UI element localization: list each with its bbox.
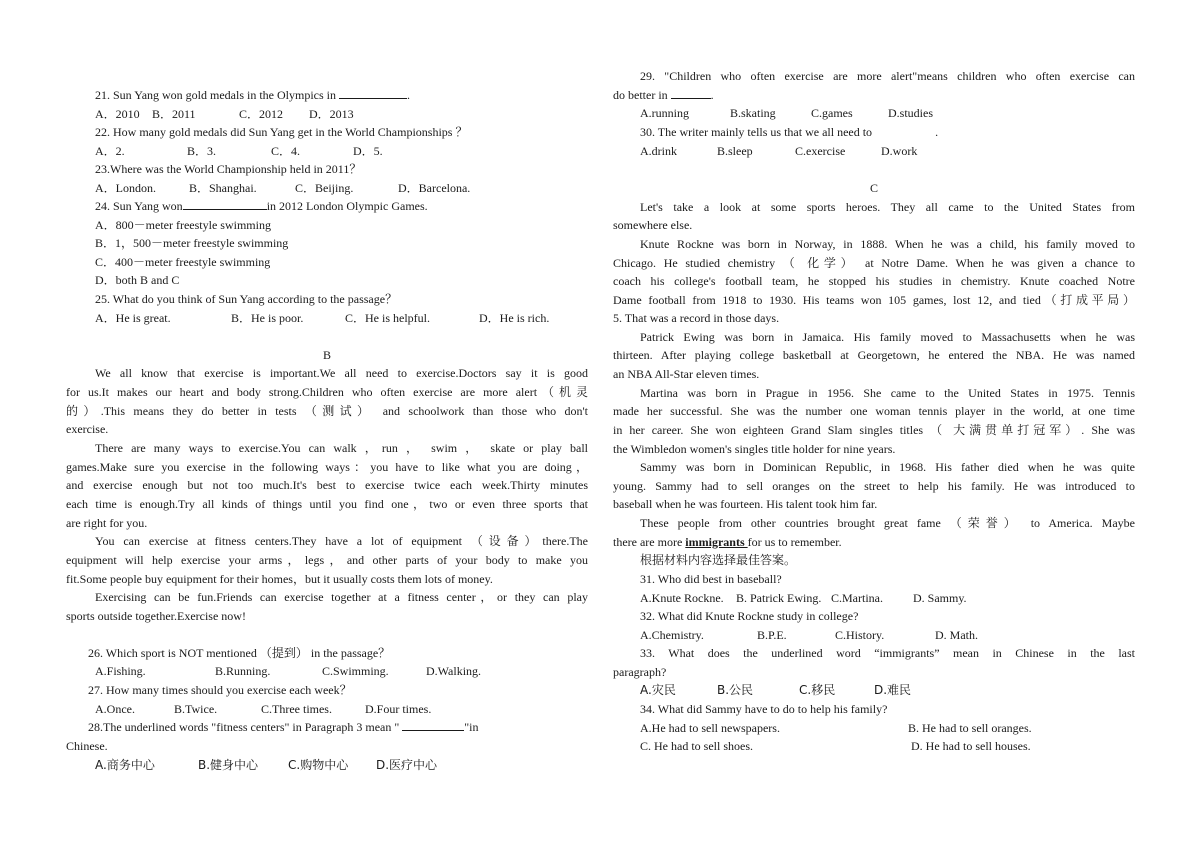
passage-b-line: games.Make sure you exercise in the following ways：you have to like what you are doing， [66,460,588,474]
option[interactable]: D. Sammy. [913,591,967,605]
option[interactable]: C.Swimming. [322,664,389,678]
option[interactable]: A.Once. [95,702,135,716]
passage-c-line: coach his college's football team, he stopped his studies in chemistry. Knute coached Notre [613,274,1135,288]
option[interactable]: A．London. [95,181,156,195]
option[interactable]: B.健身中心 [198,758,259,772]
question-22-options [66,142,588,160]
option[interactable]: D.医疗中心 [376,758,438,772]
answer-blank [671,86,711,99]
question-27: 27. How many times should you exercise each week？ [88,683,352,697]
passage-c-line: Let's take a look at some sports heroes. They all came to the United States from [640,200,1135,214]
question-23-options [66,179,588,197]
option[interactable]: B. He had to sell oranges. [908,721,1032,735]
passage-c-line: Patrick Ewing was born in Jamaica. His family moved to Massachusetts when he was [640,330,1135,344]
option[interactable]: C.购物中心 [288,758,349,772]
option[interactable]: D.work [881,144,918,158]
passage-b-line: We all know that exercise is important.We all need to exercise.Doctors say it is good [95,366,588,380]
passage-c-line: somewhere else. [613,218,693,232]
option[interactable]: B．He is poor. [231,311,304,325]
passage-c-line: an NBA All-Star eleven times. [613,367,760,381]
option[interactable]: A.Chemistry. [640,628,704,642]
question-stem: 21. Sun Yang won gold medals in the Olympics in [95,88,337,102]
question-29: 29. "Children who often exercise are more alert"means children who often exercise can [640,69,1135,83]
option[interactable]: A.He had to sell newspapers. [640,721,780,735]
option[interactable]: D.难民 [874,683,912,697]
option[interactable]: B.公民 [717,683,754,697]
option[interactable]: D．5. [353,144,383,158]
question-29-options [613,104,1135,122]
passage-c-line: baseball when he was fourteen. His talent took him far. [613,497,878,511]
passage-c-line: in her career. She won eighteen Grand Slam singles titles （ 大满贯单打冠军）. She was [613,423,1135,437]
question-34: 34. What did Sammy have to do to help his family? [640,702,888,716]
answer-blank [402,718,464,731]
passage-c-line: These people from other countries brought great fame （荣誉） to America. Maybe [640,516,1135,530]
option[interactable]: D．both B and C [95,273,180,287]
option[interactable]: B.Running. [215,664,271,678]
passage-c-line: Martina was born in Prague in 1956. She came to the United States in 1975. Tennis [640,386,1135,400]
option[interactable]: A．800－meter freestyle swimming [95,218,271,232]
option[interactable]: D．He is rich. [479,311,550,325]
question-28: 28.The underlined words "fitness centers" in Paragraph 3 mean " "in [88,720,479,734]
option[interactable]: D．2013 [309,107,354,121]
option[interactable]: B．1，500－meter freestyle swimming [95,236,289,250]
passage-c-line: Knute Rockne was born in Norway, in 1888. When he was a child, his family moved to [640,237,1135,251]
question-31-options [613,589,1135,607]
question-21-options [66,105,588,123]
passage-b-line: You can exercise at fitness centers.They have a lot of equipment （设备）there.The [95,534,588,548]
question-34-options-1 [613,719,1135,737]
option[interactable]: B．Shanghai. [189,181,257,195]
passage-c-line: the Wimbledon women's singles title holder for nine years. [613,442,896,456]
question-26: 26. Which sport is NOT mentioned （提到） in the passage？ [88,646,391,660]
section-heading-c: C [869,181,878,195]
question-33: 33. What does the underlined word “immigrants” mean in Chinese in the last [640,646,1135,660]
question-33-options [613,681,1135,699]
option[interactable]: C. He had to sell shoes. [640,739,753,753]
option[interactable]: B. Patrick Ewing. [736,591,822,605]
option[interactable]: D．Barcelona. [398,181,471,195]
question-30: 30. The writer mainly tells us that we all need to . [640,125,939,139]
option[interactable]: C．400－meter freestyle swimming [95,255,271,269]
passage-c-line: made her successful. She was the number one woman tennis player in the world, at one time [613,404,1135,418]
option[interactable]: A.Knute Rockne. [640,591,724,605]
option[interactable]: B．3. [187,144,217,158]
passage-b-line: Exercising can be fun.Friends can exercise together at a fitness center，or they can play [95,590,588,604]
option[interactable]: A.running [640,106,689,120]
option[interactable]: A．He is great. [95,311,171,325]
option[interactable]: D. He had to sell houses. [911,739,1031,753]
option[interactable]: C．Beijing. [295,181,354,195]
question-34-options-2 [613,737,1135,755]
option[interactable]: B.sleep [717,144,753,158]
question-21: 21. Sun Yang won gold medals in the Olympics in . [66,86,588,104]
passage-b-line: 的）.This means they do better in tests （测试） and schoolwork than those who don't [66,404,588,418]
option[interactable]: C．He is helpful. [345,311,430,325]
passage-b-line: are right for you. [66,516,148,530]
question-33-cont: paragraph? [613,665,667,679]
option[interactable]: C.games [811,106,853,120]
question-25-options [66,309,588,327]
question-23: 23.Where was the World Championship held in 2011？ [95,162,362,176]
question-30-options [613,142,1135,160]
question-32-options [613,626,1135,644]
question-22: 22. How many gold medals did Sun Yang get in the World Championships ？ [95,125,468,139]
option[interactable]: B．2011 [152,107,196,121]
option[interactable]: B.Twice. [174,702,218,716]
answer-blank [339,86,407,99]
option[interactable]: C.History. [835,628,885,642]
answer-blank [183,197,267,210]
option[interactable]: A．2010 [95,107,140,121]
question-24: 24. Sun Yang won in 2012 London Olympic Games. [95,199,428,213]
passage-c-line: young. Sammy had to sell oranges on the street to help his family. He was introduced to [613,479,1135,493]
option[interactable]: D.studies [888,106,933,120]
passage-c-line: thirteen. After playing college basketball at Georgetown, he entered the NBA. He was named [613,348,1135,362]
option[interactable]: A.灾民 [640,683,676,697]
option[interactable]: C．2012 [239,107,284,121]
question-32: 32. What did Knute Rockne study in college? [640,609,859,623]
question-26-options [66,662,588,680]
passage-c-last-line: there are more immigrants for us to remember. [613,535,842,549]
question-29-cont: do better in . [613,88,714,102]
option[interactable]: D.Walking. [426,664,482,678]
passage-b-line: equipment will help exercise your arms，legs，and other parts of your body to make you [66,553,588,567]
option[interactable]: C.Three times. [261,702,332,716]
passage-b-line: and exercise enough but not too much.It's best to exercise twice each week.Thirty minutes [66,478,588,492]
option[interactable]: B.skating [730,106,776,120]
passage-c-line: Sammy was born in Dominican Republic, in 1968. His father died when he was quite [640,460,1135,474]
passage-b-line: There are many ways to exercise.You can walk ，run ， swim ， skate or play ball [95,441,588,455]
question-28-options [66,756,588,774]
option[interactable]: C.移民 [799,683,836,697]
passage-c-line: Chicago. He studied chemistry （ 化学） at Notre Dame. When he was given a chance to [613,256,1135,270]
option[interactable]: D. Math. [935,628,978,642]
option[interactable]: C.Martina. [831,591,883,605]
passage-b-line: exercise. [66,422,109,436]
passage-b-line: for us.It makes our heart and body strong.Children who often exercise are more alert（机灵 [66,385,588,399]
option[interactable]: A.商务中心 [95,758,155,772]
passage-b-line: each time is enough.Try all kinds of things until you find one，two or even three sports that [66,497,588,511]
instruction: 根据材料内容选择最佳答案。 [640,553,797,567]
option[interactable]: B.P.E. [757,628,787,642]
passage-c-line: 5. That was a record in those days. [613,311,780,325]
passage-b-line: sports outside together.Exercise now! [66,609,246,623]
underlined-word: immigrants [685,535,748,549]
section-heading-b: B [322,348,331,362]
option[interactable]: A．2. [95,144,125,158]
option[interactable]: C．4. [271,144,301,158]
question-31: 31. Who did best in baseball? [640,572,782,586]
passage-c-line: Dame football from 1918 to 1930. His teams won 105 games, lost 12, and tied（打成平局） [613,293,1135,307]
option[interactable]: D.Four times. [365,702,432,716]
option[interactable]: A.drink [640,144,677,158]
option[interactable]: C.exercise [795,144,846,158]
question-27-options [66,700,588,718]
option[interactable]: A.Fishing. [95,664,146,678]
passage-b-line: fit.Some people buy equipment for their homes，but it usually costs them lots of money. [66,572,493,586]
question-28-cont: Chinese. [66,739,108,753]
question-25: 25. What do you think of Sun Yang according to the passage？ [95,292,398,306]
